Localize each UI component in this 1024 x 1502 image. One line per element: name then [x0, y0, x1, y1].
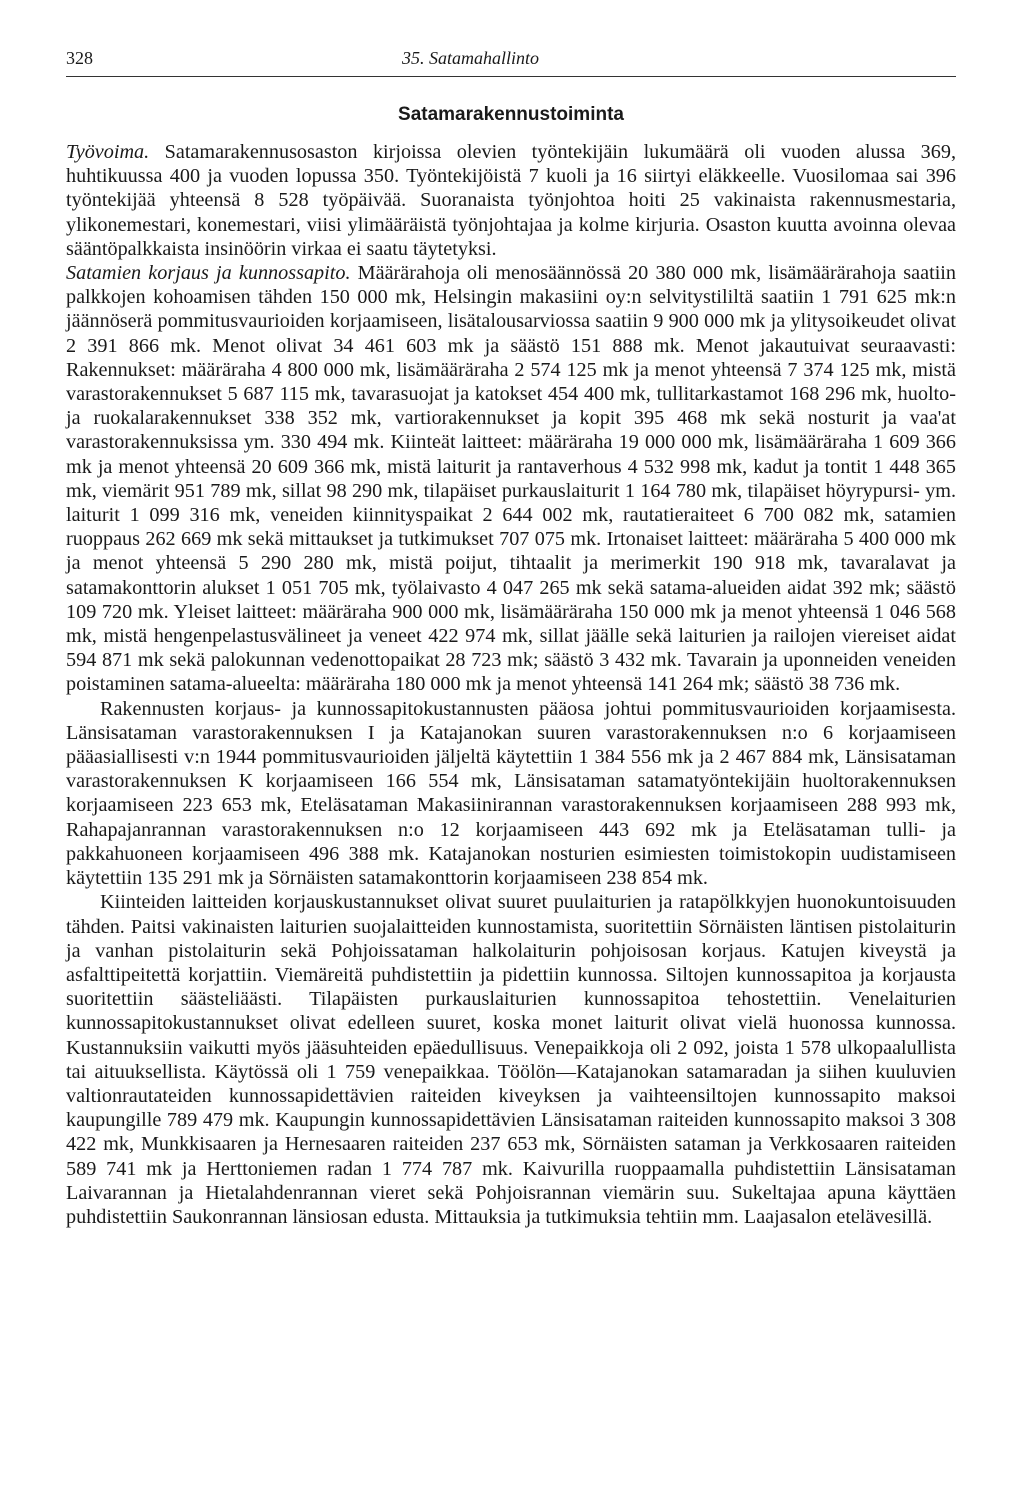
paragraph-repairs — [66, 261, 956, 697]
paragraph-text: Määrärahoja oli menosäännössä 20 380 000 mk, lisämäärärahoja saatiin palkkojen kohoamisen tähden 150 000 mk, Helsingin makasiini oy:n selvitystililtä saatiin 1 791 625 mk:n jäännöserä pommitusvaurioiden korjaamiseen, lisätalousarviossa saatiin 9 900 000 mk ja ylitysoikeudet olivat 2 391 866 mk. Menot olivat 34 461 603 mk ja säästö 151 888 mk. Menot jakautuivat seuraavasti: Rakennukset: määräraha 4 800 000 mk, lisämääräraha 2 574 125 mk ja menot yhteensä 7 374 125 mk, mistä varastorakennukset 5 687 115 mk, tavarasuojat ja katokset 454 400 mk, tullitarkastamot 168 296 mk, huolto- ja ruokalarakennukset 338 352 mk, vartiorakennukset ja kopit 395 468 mk sekä nosturit ja vaa'at varastorakennuksissa ym. 330 494 mk. Kiinteät laitteet: määräraha 19 000 000 mk, lisämääräraha 1 609 366 mk ja menot yhteensä 20 609 366 mk, mistä laiturit ja rantaverhous 4 532 998 mk, kadut ja tontit 1 448 365 mk, viemärit 951 789 mk, sillat 98 290 mk, tilapäiset purkauslaiturit 1 164 780 mk, tilapäiset höyrypursi- ym. laiturit 1 099 316 mk, veneiden kiinnityspaikat 2 644 002 mk, rautatieraiteet 6 700 082 mk, satamien ruoppaus 262 669 mk sekä mittaukset ja tutkimukset 707 075 mk. Irtonaiset laitteet: määräraha 5 400 000 mk ja menot yhteensä 5 290 280 mk, mistä poijut, tihtaalit ja merimerkit 190 918 mk, tavaralavat ja satamakonttorin alukset 1 051 705 mk, työlaivasto 4 047 265 mk sekä satama-alueiden aidat 392 mk; säästö 109 720 mk. Yleiset laitteet: määräraha 900 000 mk, lisämääräraha 150 000 mk ja menot yhteensä 1 046 568 mk, mistä hengenpelastusvälineet ja veneet 422 974 mk, sillat jäälle sekä laiturien ja railojen viereiset aidat 594 871 mk sekä palokunnan vedenottopaikat 28 723 mk; säästö 3 432 mk. Tavarain ja uponneiden veneiden poistaminen satama-alueelta: määräraha 180 000 mk ja menot yhteensä 141 264 mk; säästö 38 736 mk. — [66, 262, 957, 696]
paragraph-text: Rakennusten korjaus- ja kunnossapitokustannusten pääosa johtui pommitusvaurioiden korjaamisesta. Länsisataman varastorakennuksen I ja Katajanokan suuren varastorakennuksen n:o 6 korjaamiseen pääasiallisesti v:n 1944 pommitusvaurioiden jäljeltä käytettiin 1 384 556 mk ja 2 467 884 mk, Länsisataman varastorakennuksen K korjaamiseen 166 554 mk, Länsisataman satamatyöntekijäin huoltorakennuksen korjaamiseen 223 653 mk, Eteläsataman Makasiinirannan varastorakennuksen korjaamiseen 288 993 mk, Rahapajanrannan varastorakennuksen n:o 12 korjaamiseen 443 692 mk ja Eteläsataman tulli- ja pakkahuoneen korjaamiseen 496 388 mk. Katajanokan nosturien esimiesten toimistokopin uudistamiseen käytettiin 135 291 mk ja Sörnäisten satamakonttorin korjaamiseen 238 854 mk. — [66, 697, 956, 890]
paragraph-text: Satamarakennusosaston kirjoissa olevien työntekijäin lukumäärä oli vuoden alussa 369, huhtikuussa 400 ja vuoden lopussa 350. Työntekijöistä 7 kuoli ja 16 siirtyi eläkkeelle. Vuosilomaa sai 396 työntekijää yhteensä 8 528 työpäivää. Suoranaista työnjohtoa hoiti 25 vakinaista rakennusmestaria, ylikonemestari, konemestari, viisi ylimääräistä työnjohtajaa ja kolme kirjuria. Osaston kuutta avoinna olevaa sääntöpalkkaista insinöörin virkaa ei saatu täytetyksi. — [66, 141, 956, 260]
page-number: 328 — [66, 48, 93, 68]
section-heading: Satamarakennustoiminta — [398, 104, 624, 125]
paragraph-workforce — [66, 140, 956, 261]
paragraph-fixed-installations — [66, 890, 956, 1229]
run-in-heading: Satamien korjaus ja kunnossapito. — [66, 262, 351, 285]
paragraph-text: Kiinteiden laitteiden korjauskustannukset olivat suuret puulaiturien ja ratapölkkyjen huonokuntoisuuden tähden. Paitsi vakinaisten laiturien suojalaitteiden kunnostamista, suoritettiin Sörnäisten läntisen pistolaiturin ja vanhan pistolaiturin sekä Pohjoissataman halkolaiturin pohjoisosan korjaus. Katujen kiveystä ja asfalttipeitettä korjattiin. Viemäreitä puhdistettiin ja pidettiin kunnossa. Siltojen kunnossapitoa ja korjausta suoritettiin säästeliäästi. Tilapäisten purkauslaiturien kunnossapitoa tehostettiin. Venelaiturien kunnossapitokustannukset olivat edelleen suuret, koska monet laiturit olivat vielä huonossa kunnossa. Kustannuksiin vaikutti myös jääsuhteiden epäedullisuus. Venepaikkoja oli 2 092, joista 1 578 ulkopaalullista tai aituuksellista. Käytössä oli 1 759 venepaikkaa. Töölön—Katajanokan satamaradan ja siihen kuuluvien valtionrautateiden kunnossapidettävien raiteiden kiveyksen ja vaihteensiltojen kunnossapito maksoi kaupungille 789 479 mk. Kaupungin kunnossapidettävien Länsisataman raiteiden kunnossapito maksoi 3 308 422 mk, Munkkisaaren ja Hernesaaren raiteiden 237 653 mk, Sörnäisten sataman ja Verkkosaaren raiteiden 589 741 mk ja Herttoniemen radan 1 774 787 mk. Kaivurilla ruoppaamalla puhdistettiin Länsisataman Laivarannan ja Hietalahdenrannan vieret sekä Pohjoisrannan viemärin suu. Sukeltajaa apuna käyttäen puhdistettiin Saukonrannan länsiosan edusta. Mittauksia ja tutkimuksia tehtiin mm. Laajasalon etelävesillä. — [66, 891, 956, 1228]
run-in-heading: Työvoima. — [66, 141, 150, 163]
running-header — [66, 48, 956, 72]
header-rule — [66, 76, 956, 77]
body-text — [66, 140, 956, 1229]
chapter-title: 35. Satamahallinto — [402, 48, 540, 68]
paragraph-building-repairs — [66, 697, 956, 891]
